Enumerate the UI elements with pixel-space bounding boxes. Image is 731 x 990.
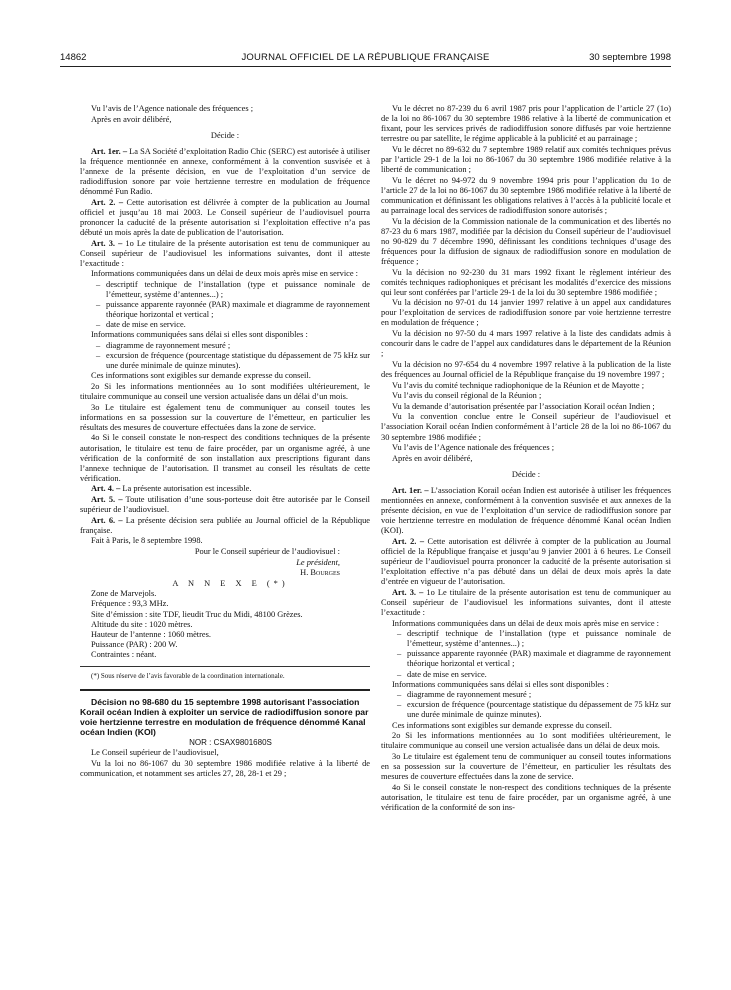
right-column <box>381 104 671 813</box>
paragraph: Vu la décision no 92-230 du 31 mars 1992 fixant le règlement intérieur des comités techniques radiophoniques et précisant les modalités d’exercice des missions qui leur sont conférées par l’article 29-1 de la loi du 30 septembre 1986 modifiée ; <box>381 267 671 297</box>
list-item: – descriptif technique de l’installation (type et puissance nominale de l’émetteur, système d’antennes...) ; <box>98 280 370 300</box>
info-list <box>80 341 370 371</box>
decide-heading: Décide : <box>210 130 240 140</box>
paragraph: Vu la décision no 97-01 du 14 janvier 1997 relative à un appel aux candidatures pour l’exploitation de services de radiodiffusion sonore par voie hertzienne terrestre en modulation de fréquence ; <box>381 298 671 328</box>
article-3 <box>80 239 370 269</box>
article-text: Cette autorisation est délivrée à compter de la publication au Journal officiel et jusqu’au 18 mai 2003. Le Conseil supérieur de l’audiovisuel pourra prononcer la caducité de la présente autorisation si l’exploitation effective n’a pas débuté un mois après la date de publication de l’autorisation. <box>80 197 370 238</box>
annexe-line: Contraintes : néant. <box>91 649 157 659</box>
article-1 <box>80 147 370 197</box>
signature-name: H. Bourges <box>300 568 340 578</box>
paragraph: Vu la décision no 97-654 du 4 novembre 1997 relative à la publication de la liste des fréquences au Journal officiel de la République française du 19 novembre 1997 ; <box>381 359 671 379</box>
article-label: Art. 1er. – <box>392 485 429 495</box>
paragraph: Vu le décret no 87-239 du 6 avril 1987 pris pour l’application de l’article 27 (1o) de la loi no 86-1067 du 30 septembre 1986 relative à la liberté de communication et fixant, pour les services privés de radiodiffusion sonore diffusés par voie hertzienne terrestre ou par satellite, le régime applicable à la publicité et au parrainage ; <box>381 104 671 144</box>
annexe-title: A N N E X E (*) <box>172 578 289 588</box>
paragraph: 3o Le titulaire est également tenu de communiquer au conseil toutes informations en sa possession sur la couverture de l’émetteur, en particulier les résultats des mesures de couverture effectuées dans la zone de service. <box>381 751 671 781</box>
list-item: – excursion de fréquence (pourcentage statistique du dépassement de 75 kHz sur une durée minimale de quinze minutes). <box>399 700 671 720</box>
info-list <box>381 690 671 720</box>
paragraph: Vu l’avis de l’Agence nationale des fréquences ; <box>392 443 555 453</box>
paragraph: Vu l’avis du conseil régional de la Réunion ; <box>392 391 542 401</box>
paragraph: Vu l’avis du comité technique radiophonique de la Réunion et de Mayotte ; <box>392 380 645 390</box>
article-text: La présente autorisation est incessible. <box>120 484 252 494</box>
article-label: Art. 6. – <box>91 515 123 525</box>
divider <box>80 689 370 691</box>
decide-heading: Décide : <box>511 469 541 479</box>
nor-reference: NOR : CSAX9801680S <box>189 737 272 747</box>
list-item: – excursion de fréquence (pourcentage statistique du dépassement de 75 kHz sur une durée minimale de quinze minutes). <box>98 351 370 371</box>
paragraph: 2o Si les informations mentionnées au 1o sont modifiées ultérieurement, le titulaire communique au conseil une version actualisée dans un délai de deux mois. <box>381 731 671 751</box>
list-item: – diagramme de rayonnement mesuré ; <box>98 341 370 351</box>
paragraph: 4o Si le conseil constate le non-respect des conditions techniques de la présente autorisation, le titulaire est tenu de faire procéder, par un organisme agréé, à une vérification de la conformité de son ins- <box>381 782 671 812</box>
article-label: Art. 3. – <box>392 587 424 597</box>
list-item: – descriptif technique de l’installation (type et puissance nominale de l’émetteur, système d’antennes...) ; <box>399 629 671 649</box>
annexe-line: Hauteur de l’antenne : 1060 mètres. <box>91 629 211 639</box>
annexe-line: Zone de Marvejols. <box>91 589 157 599</box>
paragraph: Vu le décret no 94-972 du 9 novembre 1994 pris pour l’application du 1o de l’article 27 de la loi no 86-1067 du 30 septembre 1986 modifiée relative à la liberté de communication et définissant les obligations relatives à l’accès à la publicité locale et au parrainage local des services de radiodiffusion sonore autorisés ; <box>381 175 671 215</box>
article-text: La SA Société d’exploitation Radio Chic (SERC) est autorisée à utiliser la fréquence mentionnée en annexe, conformément à la convention susvisée et à l’annexe de la présente décision, en vue de l’exploitation d’un service de radiodiffusion sonore par voie hertzienne terrestre en modulation de fréquence dénommé Fun Radio. <box>80 146 370 197</box>
article-text: Cette autorisation est délivrée à compter de la publication au Journal officiel de la République française et jusqu’au 9 janvier 2001 à 6 heures. Le Conseil supérieur de l’audiovisuel pourra prononcer la caducité de la présente autorisation si l’exploitation effective n’a pas débuté dans un délai de deux mois après la date d’entrée en vigueur de l’autorisation. <box>381 536 671 587</box>
annexe-line: Altitude du site : 1020 mètres. <box>91 619 193 629</box>
footnote: (*) Sous réserve de l’avis favorable de la coordination internationale. <box>91 671 285 680</box>
annexe-line: Fréquence : 93,3 MHz. <box>91 599 169 609</box>
article-2 <box>381 537 671 587</box>
paragraph: Le Conseil supérieur de l’audiovisuel, <box>91 748 219 758</box>
info-list <box>80 280 370 330</box>
paragraph: Ces informations sont exigibles sur demande expresse du conseil. <box>91 371 311 381</box>
paragraph: Vu la décision no 97-50 du 4 mars 1997 relative à la liste des candidats admis à concourir dans le cadre de l’appel aux candidatures dans le département de la Réunion ; <box>381 329 671 359</box>
article-6 <box>80 516 370 536</box>
list-item: – date de mise en service. <box>399 670 671 680</box>
article-label: Art. 1er. – <box>91 146 128 156</box>
annexe-line: Site d’émission : site TDF, lieudit Truc du Midi, 48100 Grèzes. <box>91 609 303 619</box>
paragraph: Ces informations sont exigibles sur demande expresse du conseil. <box>392 720 612 730</box>
article-4 <box>80 484 370 494</box>
paragraph: Vu la loi no 86-1067 du 30 septembre 1986 modifiée relative à la liberté de communication, et notamment ses articles 27, 28, 28-1 et 29 ; <box>80 758 370 778</box>
list-item: – date de mise en service. <box>98 320 370 330</box>
article-label: Art. 2. – <box>91 197 124 207</box>
left-column <box>80 104 370 779</box>
paragraph: Informations communiquées sans délai si elles sont disponibles : <box>91 330 308 340</box>
article-3 <box>381 588 671 618</box>
article-text: Toute utilisation d’une sous-porteuse doit être autorisée par le Conseil supérieur de l’audiovisuel. <box>80 494 370 515</box>
article-label: Art. 2. – <box>392 536 425 546</box>
paragraph: 3o Le titulaire est également tenu de communiquer au conseil toutes les informations en sa possession sur la couverture de l’émetteur, en particulier les résultats des mesures de couverture effectuées dans la zone de service. <box>80 402 370 432</box>
paragraph: Informations communiquées dans un délai de deux mois après mise en service : <box>392 618 659 628</box>
paragraph: Informations communiquées dans un délai de deux mois après mise en service : <box>91 269 358 279</box>
paragraph: 2o Si les informations mentionnées au 1o sont modifiées ultérieurement, le titulaire communique au conseil une version actualisée dans un délai d’un mois. <box>80 381 370 402</box>
article-text: La présente décision sera publiée au Journal officiel de la République française. <box>80 515 370 535</box>
article-text: 1o Le titulaire de la présente autorisation est tenu de communiquer au Conseil supérieur de l’audiovisuel les informations suivantes, dont il atteste l’exactitude : <box>80 238 370 268</box>
info-list <box>381 629 671 679</box>
page-number: 14862 <box>60 52 87 63</box>
article-2 <box>80 198 370 238</box>
paragraph: 4o Si le conseil constate le non-respect des conditions techniques de la présente autorisation, le titulaire est tenu de faire procéder, par un organisme agréé, à une vérification de la conformité de son installation aux prescriptions figurant dans l’annexe technique de l’autorisation. Il transmet au conseil les résultats de cette vérification. <box>80 433 370 483</box>
divider <box>80 666 370 667</box>
list-item: – diagramme de rayonnement mesuré ; <box>399 690 671 700</box>
journal-title: JOURNAL OFFICIEL DE LA RÉPUBLIQUE FRANÇAISE <box>241 52 490 63</box>
paragraph: Vu la décision de la Commission nationale de la communication et des libertés no 87-23 du 6 mars 1987, modifiée par la décision du Conseil supérieur de l’audiovisuel no 90-829 du 7 décembre 1990, définissant les conditions techniques d’usage des fréquences pour la diffusion de signaux de radiodiffusion sonore en modulation de fréquence ; <box>381 216 671 266</box>
annexe-line: Puissance (PAR) : 200 W. <box>91 639 178 649</box>
paragraph: Après en avoir délibéré, <box>91 114 172 124</box>
signature-title: Le président, <box>296 557 340 567</box>
signature-place-date: Fait à Paris, le 8 septembre 1998. <box>91 536 203 546</box>
article-label: Art. 3. – <box>91 238 123 248</box>
annexe-block <box>80 589 370 660</box>
page-header <box>60 50 671 67</box>
signature-line: Pour le Conseil supérieur de l’audiovisuel : <box>194 546 340 556</box>
paragraph: Après en avoir délibéré, <box>392 453 473 463</box>
paragraph: Informations communiquées sans délai si elles sont disponibles : <box>392 679 609 689</box>
article-text: L’association Korail océan Indien est autorisée à utiliser les fréquences mentionnées en annexe, conformément à la convention susvisée et aux annexes de la présente décision, en vue de l’exploitation d’un service de radiodiffusion sonore par voie hertzienne terrestre en modulation de fréquence dénommé Kanal océan Indien (KOI). <box>381 485 672 536</box>
paragraph: Vu la demande d’autorisation présentée par l’association Korail océan Indien ; <box>392 401 655 411</box>
article-5 <box>80 495 370 515</box>
article-label: Art. 5. – <box>91 494 123 504</box>
article-1 <box>381 486 671 536</box>
list-item: – puissance apparente rayonnée (PAR) maximale et diagramme de rayonnement théorique horizontal et vertical ; <box>399 649 671 669</box>
article-label: Art. 4. – <box>91 484 121 494</box>
paragraph: Vu le décret no 89-632 du 7 septembre 1989 relatif aux comités techniques prévus par l’article 29-1 de la loi no 86-1067 du 30 septembre 1986 modifiée relative à la liberté de communication ; <box>381 144 671 175</box>
article-text: 1o Le titulaire de la présente autorisation est tenu de communiquer au Conseil supérieur de l’audiovisuel les informations suivantes, dont il atteste l’exactitude : <box>381 587 671 617</box>
issue-date: 30 septembre 1998 <box>589 52 671 63</box>
paragraph: Vu l’avis de l’Agence nationale des fréquences ; <box>91 104 254 113</box>
paragraph: Vu la convention conclue entre le Conseil supérieur de l’audiovisuel et l’association Korail océan Indien conformément à l’article 28 de la loi no 86-1067 du 30 septembre 1986 modifiée ; <box>381 412 671 442</box>
list-item: – puissance apparente rayonnée (PAR) maximale et diagramme de rayonnement théorique horizontal et vertical ; <box>98 300 370 320</box>
decision-title: Décision no 98-680 du 15 septembre 1998 autorisant l’association Korail océan Indien à exploiter un service de radiodiffusion sonore par voie hertzienne terrestre en modulation de fréquence dénommé Kanal océan Indien (KOI) <box>80 697 369 738</box>
